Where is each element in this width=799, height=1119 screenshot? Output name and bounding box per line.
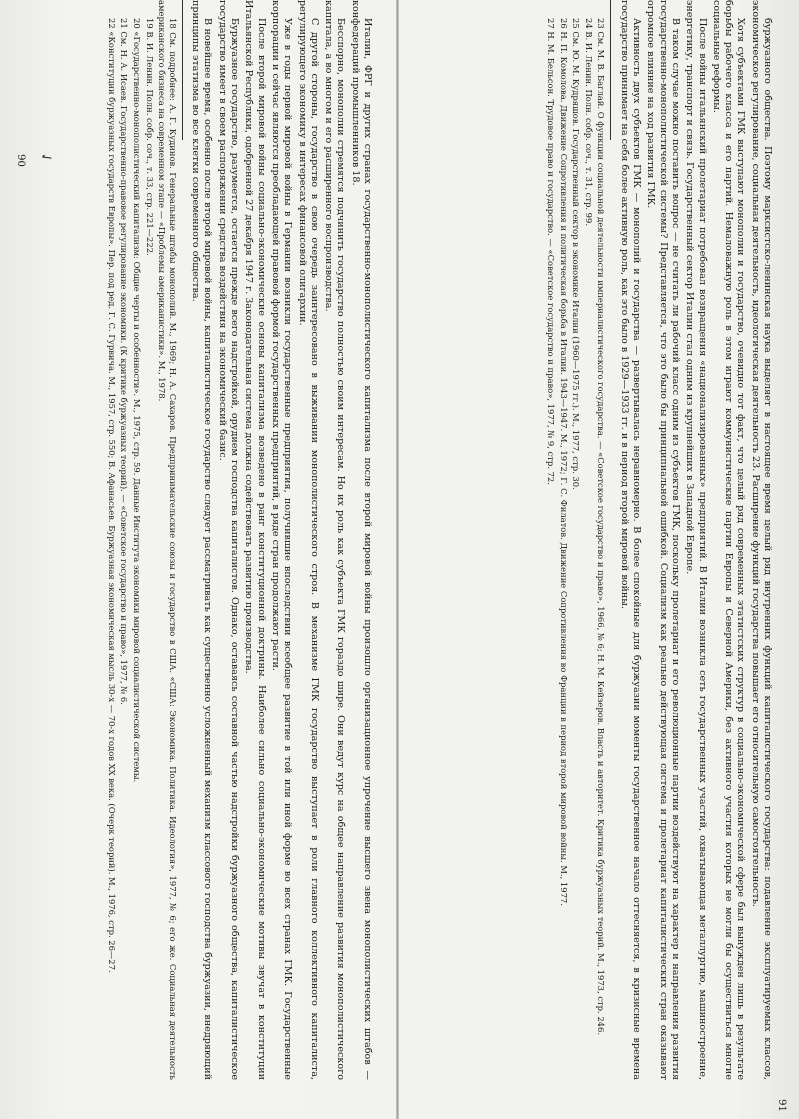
paragraph: Активность двух субъектов ГМК — монополий и государства — развертывалась неравномерно. В более спокойные для буржуазии моменты государственное начало оттесняется, в кризисные времена государство принимает на себя более активную роль, как это было в 1929—1933 гг. и в период второй мировой войны. [618,0,643,1080]
footnote: 23 См. М. В. Баглай. О функции социальной деятельности империалистического государства. — «Советское государство и право», 1966, № 6; Н. М. Кейзеров. Власть и авторитет. Критика буржуазных теорий. М., 1973, стр. 246. [596,18,607,1035]
footnote: 25 См. Ю. М. Кудряшов. Государственный сектор в экономике Италии (1960—1975 гг.). М., 1977, стр. 30. [571,18,582,490]
paragraph: Буржуазное государство, разумеется, остается прежде всего надстройкой, орудием господства капиталистов. Однако, оставаясь составной частью надстройки буржуазного общества, капиталистическое государство имеет в своем распоряжении средства воздействия на экономический базис. [216,0,241,1080]
paragraph: буржуазного общества. Поэтому марксистско-ленинская наука выделяет в настоящее время целый ряд внутренних функций капиталистического государства: подавление эксплуатируемых классов, экономическое регулирование, социальная деятельность, идеологическая деятельность 23. Расширение функций государства повышает его относительную самостоятельность. [749,0,773,1080]
left-page [23,0,373,1080]
page-number-right: 91 [775,1099,787,1112]
footnote-rule [610,0,611,140]
footnote: 21 См. Н. А. Исаев. Государственно-правовое регулирование экономики. (К критике буржуазных теорий). — «Советское государство и право», 1977, № 6. [119,18,130,705]
paragraph: После второй мировой войны социально-экономические основы капитализма возведено в ранг конституционной доктрины. Наиболее сильно социально-экономические мотивы звучат в конституции Итальянской Республики, одобренной 27 декабря 1947 г. Законодательная система должна содействовать развитию производства. [243,0,267,1080]
paragraph: Уже в годы первой мировой войны в Германии возникли государственные предприятия, получившие впоследствии всеобщее развитие в той или иной форме во всех странах ГМК. Государственные корпорации и сейчас являются преобладающей правовой формой государственных предприятий, в ряде стран продолжают расти. [269,0,294,1080]
footnote-rule [182,0,183,140]
footnote: 24 В. И. Ленин. Полн. собр. соч., т. 31, стр. 99. [583,18,594,226]
pen-mark: ✓ [36,148,56,168]
paragraph: Бесспорно, монополии стремятся подчинить государство полностью своим интересам. Но их роль как субъекта ГМК гораздо шире. Они ведут курс на общее направление развития монополистического капитала, а во многом и его расширенного воспроизводства. [323,0,347,1080]
page-number-left: 90 [14,154,26,167]
footnote: 27 Н. М. Бельсон. Трудовое право и государство. — «Советское государство и право», 1977, № 9, стр. 72. [546,18,557,485]
paragraph: В новейшее время, особенно после второй мировой войны, капиталистическое государство следует рассматривать как существенно усложненный механизм классового господства буржуазии, внедряющий принципы этатизма во все клетки современного общества. [190,0,214,1080]
footnote: 20 «Государственно-монополистический капитализм: Общие черты и особенности». М., 1975, стр. 59. Данные Института экономики мировой социалистической системы. [132,18,143,783]
book-spine-fold [396,0,399,1119]
footnote: 19 В. И. Ленин. Полн. собр. соч., т. 33, стр. 221—222. [144,18,155,256]
paragraph: В таком случае можно поставить вопрос — не считать ли рабочий класс одним из субъектов ГМК, поскольку пролетариат и его революционные партии воздействуют на характер и направления развития государственно-монополистической системы? Представляется, что это было бы принципиальной ошибкой. Социализм как реально действующая система и пролетариат капиталистических стран оказывают огромное влияние на ход развития ГМК. [645,0,681,1080]
right-page [423,0,773,1080]
paragraph: После войны итальянский пролетариат потребовал возвращения «национализированных» предприятий. В Италии возникла сеть государственных участий, охватывающая металлургию, машиностроение, энергетику, транспорт и связь. Государственный сектор Италии стал одним из крупнейших в Западной Европе. [684,0,708,1080]
footnote: 18 См. подробнее: А. Г. Кудинов. Генеральные штабы монополий. М., 1969; Н. А. Сахаров. Предпринимательские союзы и государство в США. «США: Экономика. Политика. Идеология», 1977, № 6; его же. Социальная деятельность американского бизнеса на современном этапе — «Проблемы американистики». М., 1978. [157,0,178,1080]
paragraph: Хотя субъектами ГМК выступают монополии и государство, очевидно тот факт, что целый ряд современных этатистских структур в социально-экономической сфере был вынужден лишь в результате борьбы рабочего класса и его партий. Немаловажную роль в этом играют коммунистические партии Европы и Северной Америки, без активного участия которых не могли бы осуществиться многие социальные реформы. [710,0,747,1080]
paragraph: Италии, ФРГ и других странах государственно-монополистического капитализма после второй мировой войны произошло организационное упрочение высшего звена монополистических штабов — конфедераций промышленников 18. [349,0,373,1080]
footnote: 26 Н. П. Комолова. Движение Сопротивления и политическая борьба в Италии. 1943—1947. М., 1972; Г. С. Филатов. Движение Сопротивления во Франции в период второй мировой войны. М., 1977. [558,18,569,906]
paragraph: С другой стороны, государство в свою очередь заинтересовано в выживании монополистического строя. В механизме ГМК государство выступает в роли главного коллективного капиталиста, регулирующего экономику в интересах финансовой олигархии. [296,0,320,1080]
footnote: 22 «Конституции буржуазных государств Европы». Пер. под ред. Г. С. Гурвича. М., 1957, стр. 550; В. Афанасьев. Буржуазная экономическая мысль 30-х — 70-х годов XX века. (Очерк теорий). М., 1976, стр. 26—27. [106,18,117,973]
